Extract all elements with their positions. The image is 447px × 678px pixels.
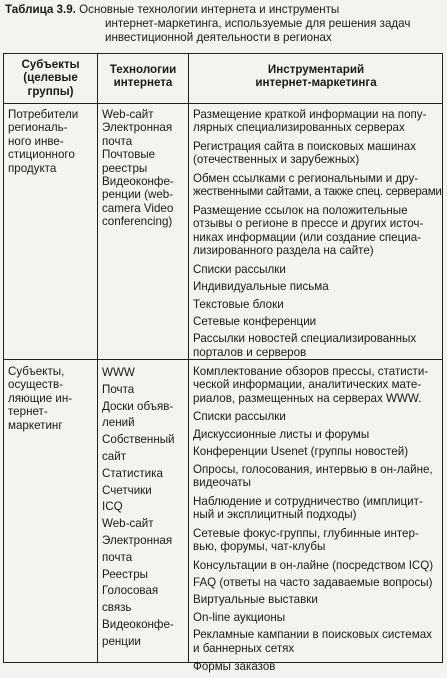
tool-line: Комплектование обзоров прессы, статисти- [193, 365, 429, 378]
row-2-subject [8, 365, 96, 432]
technology-line: Web-сайт [102, 108, 154, 121]
technology-line: почта [102, 550, 133, 564]
table-number: Таблица 3.9. [5, 3, 76, 16]
header-divider [4, 103, 442, 104]
header-line: (целевые [23, 71, 78, 85]
technology-line: связь [102, 601, 132, 615]
technology-line: Видеоконфе- [102, 617, 174, 631]
technology-line: сайт [102, 449, 127, 463]
row-2-technologies [102, 365, 187, 651]
row-1-subject [8, 108, 96, 175]
technology-line: Доски объяв- [102, 399, 174, 413]
technology-line: ICQ [102, 500, 123, 514]
technology-line: Голосовая [102, 584, 159, 598]
subject-line: стиционного [8, 148, 75, 162]
tool-item: Конференции Usenet (группы новостей) [193, 445, 409, 459]
header-line: группы) [27, 84, 74, 98]
technology-line: Web-сайт [102, 517, 154, 531]
header-line: Технологии [109, 63, 177, 76]
header-tools [189, 63, 443, 90]
tool-item [193, 108, 442, 135]
header-subjects [4, 58, 97, 98]
tool-line: Размещение ссылок на положительные [193, 204, 408, 217]
row-2-tools [193, 365, 442, 678]
tool-item [193, 332, 442, 359]
tool-item [193, 628, 442, 655]
technology-line: Электронная [102, 533, 173, 547]
technology-line: лений [102, 416, 135, 430]
technology-line: Реестры [102, 567, 149, 581]
technology-line: ренции [102, 634, 141, 648]
tool-line: порталов и серверов [193, 345, 307, 359]
technology-line: Почтовые [102, 148, 156, 162]
header-line: интернет-маркетинга [255, 76, 377, 90]
caption-line-3: инвестиционной деятельности в регионах [105, 31, 332, 44]
tool-item [193, 365, 442, 405]
tool-line: видеочаты [193, 476, 251, 490]
row-1-technologies [102, 108, 187, 229]
subject-line: маркетинг [8, 418, 63, 432]
tool-line: и баннерных сетях [193, 641, 295, 655]
tool-line: жественными сайтами, а также спец. серверами [193, 185, 442, 199]
tool-line: никах информации (или создание специа- [193, 230, 422, 244]
tool-line: отзывы о регионе в прессе и других источ- [193, 217, 424, 231]
technology-line: Электронная [102, 121, 173, 135]
header-line: Инструментарий [267, 63, 365, 76]
tool-line: Рассылки новостей специализированных [193, 332, 417, 346]
subject-line: Субъекты, [8, 365, 65, 378]
caption-line-1: Основные технологии интернета и инструменты [79, 3, 340, 16]
tool-list [193, 108, 442, 359]
tool-line: Размещение краткой информации на попу- [193, 108, 427, 121]
header-tools-lines [189, 63, 443, 90]
tool-line: риалов, размещенных на серверах WWW. [193, 391, 422, 405]
column-divider [97, 54, 98, 662]
subject-line: тернет- [8, 405, 48, 419]
tool-item: Текстовые блоки [193, 297, 284, 311]
subject-line: Потребители [8, 108, 79, 121]
header-subjects-lines [4, 58, 97, 98]
technology-line: почта [102, 134, 133, 148]
technology-line: camera Video [102, 201, 174, 215]
header-line: Субъекты [21, 58, 80, 71]
tool-item [193, 204, 442, 258]
tool-item [193, 140, 442, 167]
tool-line: лярных специализированных серверах [193, 121, 405, 135]
tool-line: Опросы, голосования, интервью в он-лайне, [193, 462, 433, 476]
header-technologies [98, 63, 188, 90]
subject-line: осуществ- [8, 378, 64, 392]
tool-item: On-line аукционы [193, 610, 286, 624]
tool-line: Рекламные кампании в поисковых системах [193, 628, 432, 642]
tool-item [193, 172, 442, 199]
technology-line: Почта [102, 382, 135, 396]
tool-line: ческой информации, аналитических мате- [193, 378, 422, 392]
technology-line: ренции (web- [102, 188, 174, 202]
tool-item: Индивидуальные письма [193, 280, 329, 294]
tool-item: Дискуссионные листы и форумы [193, 427, 370, 441]
tool-list [193, 365, 442, 674]
tool-item [193, 495, 442, 522]
technology-line: conferencing) [102, 215, 173, 229]
tool-line: Обмен ссылками с региональными и дру- [193, 172, 419, 185]
row-1-tools [193, 108, 442, 364]
technology-line: Статистика [102, 466, 163, 480]
tool-line: вью, форумы, чат-клубы [193, 540, 326, 554]
subject-line: ляющие ин- [8, 391, 73, 405]
tool-line: ный и эксплицитный подходы) [193, 508, 357, 522]
tool-item: Списки рассылки [193, 410, 286, 424]
tool-item: Сетевые конференции [193, 315, 317, 329]
subject-line: ного инве- [8, 134, 64, 148]
tool-line: Сетевые фокус-группы, глубинные интер- [193, 526, 419, 540]
technology-line: WWW [102, 366, 135, 379]
subject-line: продукта [8, 161, 57, 175]
technology-line: Счетчики [102, 483, 152, 497]
tool-item: FAQ (ответы на часто задаваемые вопросы) [193, 576, 433, 590]
tool-item: Формы заказов [193, 660, 276, 674]
header-line: интернета [113, 76, 173, 90]
header-technologies-lines [98, 63, 188, 90]
tool-item: Консультации в он-лайне (посредством ICQ) [193, 558, 434, 572]
tool-line: Наблюдение и сотрудничество (имплицит- [193, 494, 423, 508]
tool-item [193, 527, 442, 554]
tool-item: Виртуальные выставки [193, 593, 318, 607]
tool-item: Списки рассылки [193, 262, 286, 276]
tool-line: Регистрация сайта в поисковых машинах [193, 140, 416, 153]
subject-lines [8, 108, 96, 175]
table-caption [5, 3, 441, 45]
caption-line-2: интернет-маркетинга, используемые для решения задач [105, 17, 411, 30]
technology-line: Собственный [102, 433, 175, 447]
subject-lines [8, 365, 96, 432]
technology-line: Видеоконфе- [102, 175, 174, 189]
column-divider [188, 54, 189, 662]
technology-line: реестры [102, 161, 148, 175]
tool-line: лизированного раздела на сайте) [193, 244, 374, 258]
technology-lines [102, 365, 187, 651]
data-table [3, 53, 443, 674]
technology-lines [102, 108, 187, 229]
tool-line: (отечественных и зарубежных) [193, 153, 360, 167]
subject-line: региональ- [8, 121, 68, 135]
tool-item [193, 463, 442, 490]
